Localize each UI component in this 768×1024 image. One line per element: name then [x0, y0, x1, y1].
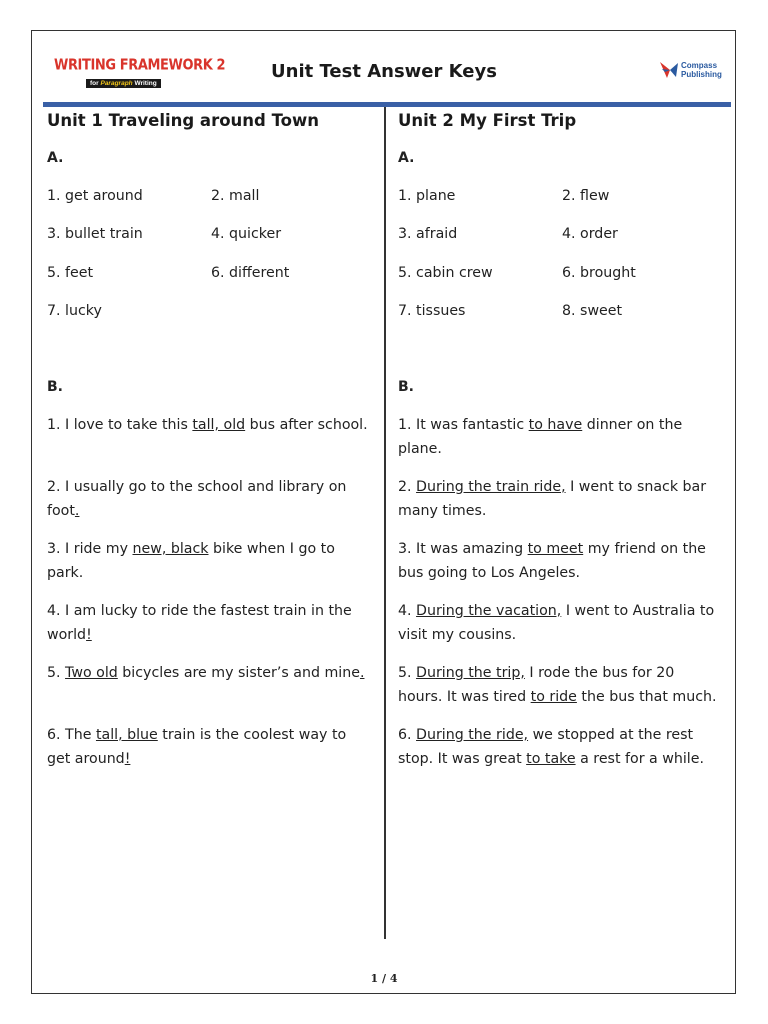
unit-title: Unit 1 Traveling around Town [47, 111, 319, 130]
sentence-item [47, 413, 369, 437]
underlined-answer: tall, blue [95, 727, 158, 743]
underlined-answer: . [74, 503, 80, 519]
section-a-label: A. [398, 150, 415, 166]
answer-item: 5. feet [47, 265, 94, 281]
sentence-text: 6. The [47, 727, 96, 743]
answer-item: 1. plane [398, 188, 456, 204]
sentence-text: dinner on the plane. [398, 417, 683, 457]
sentence-text: train is the coolest way to get around [47, 727, 347, 767]
underlined-answer: ! [86, 627, 92, 643]
answer-item: 5. cabin crew [398, 265, 493, 281]
unit-title: Unit 2 My First Trip [398, 111, 577, 130]
section-a-label: A. [47, 150, 64, 166]
publisher-name: Compass Publishing [681, 61, 722, 79]
answer-item: 3. bullet train [47, 226, 143, 242]
sentence-text: 3. I ride my [47, 541, 133, 557]
section-b-label: B. [47, 379, 63, 395]
publisher-logo [658, 60, 722, 80]
answer-item: 4. quicker [211, 226, 282, 242]
compass-star-icon [658, 60, 680, 80]
underlined-answer: During the train ride, [416, 479, 566, 495]
sentence-text: my friend on the bus going to Los Angeles. [398, 541, 706, 581]
answer-item: 6. brought [562, 265, 636, 281]
answer-item: 7. tissues [398, 303, 466, 319]
answer-item: 7. lucky [47, 303, 102, 319]
sentence-text: bike when I go to park. [47, 541, 335, 581]
answer-item: 3. afraid [398, 226, 458, 242]
sentence-item [398, 599, 720, 647]
underlined-answer: to meet [527, 541, 584, 557]
sentence-text: 4. I am lucky to ride the fastest train in the world [47, 603, 352, 643]
sentence-text: 2. [398, 479, 417, 495]
sentence-text: 1. I love to take this [47, 417, 193, 433]
sentence-item [398, 661, 720, 709]
underlined-answer: During the vacation, [416, 603, 562, 619]
header-rule [43, 102, 731, 107]
sentence-text: bicycles are my sister’s and mine [117, 665, 360, 681]
brand-subtitle: for Paragraph Writing [86, 79, 161, 88]
column-divider [384, 107, 386, 939]
underlined-answer: to take [526, 751, 576, 767]
sentence-text: we stopped at the rest stop. It was great [398, 727, 694, 767]
sentence-text: a rest for a while. [575, 751, 704, 767]
answer-item: 2. mall [211, 188, 260, 204]
sentence-item [47, 723, 369, 771]
brand-title: WRITING FRAMEWORK 2 [54, 57, 226, 75]
sentence-item [398, 413, 720, 461]
underlined-answer: Two old [65, 665, 118, 681]
sentence-item [398, 537, 720, 585]
sentence-text: 5. [47, 665, 66, 681]
sentence-item [47, 475, 369, 523]
sentence-text: 2. I usually go to the school and library on foot [47, 479, 347, 519]
sentence-item [398, 723, 720, 771]
sentence-text: 3. It was amazing [398, 541, 528, 557]
underlined-answer: to ride [530, 689, 577, 705]
answer-item: 2. flew [562, 188, 610, 204]
sentence-text: the bus that much. [576, 689, 717, 705]
answer-item: 6. different [211, 265, 290, 281]
sentence-text: I rode the bus for 20 hours. It was tired [398, 665, 675, 705]
underlined-answer: . [359, 665, 365, 681]
sentence-item [398, 475, 720, 523]
sentence-text: 6. [398, 727, 417, 743]
sentence-text: 4. [398, 603, 417, 619]
underlined-answer: During the ride, [416, 727, 529, 743]
answer-item: 4. order [562, 226, 618, 242]
underlined-answer: to have [528, 417, 583, 433]
underlined-answer: ! [124, 751, 131, 767]
answer-item: 1. get around [47, 188, 143, 204]
underlined-answer: new, black [132, 541, 209, 557]
section-b-label: B. [398, 379, 414, 395]
sentence-text: bus after school. [245, 417, 368, 433]
sentence-item [47, 661, 369, 685]
underlined-answer: During the trip, [416, 665, 525, 681]
page-number: 1 / 4 [370, 972, 398, 985]
underlined-answer: tall, old [192, 417, 246, 433]
sentence-text: I went to snack bar many times. [398, 479, 707, 519]
sentence-item [47, 537, 369, 585]
sentence-text: 5. [398, 665, 417, 681]
answer-item: 8. sweet [562, 303, 623, 319]
sentence-item [47, 599, 369, 647]
sentence-text: 1. It was fantastic [398, 417, 529, 433]
sentence-text: I went to Australia to visit my cousins. [398, 603, 715, 643]
page-title: Unit Test Answer Keys [271, 61, 497, 82]
